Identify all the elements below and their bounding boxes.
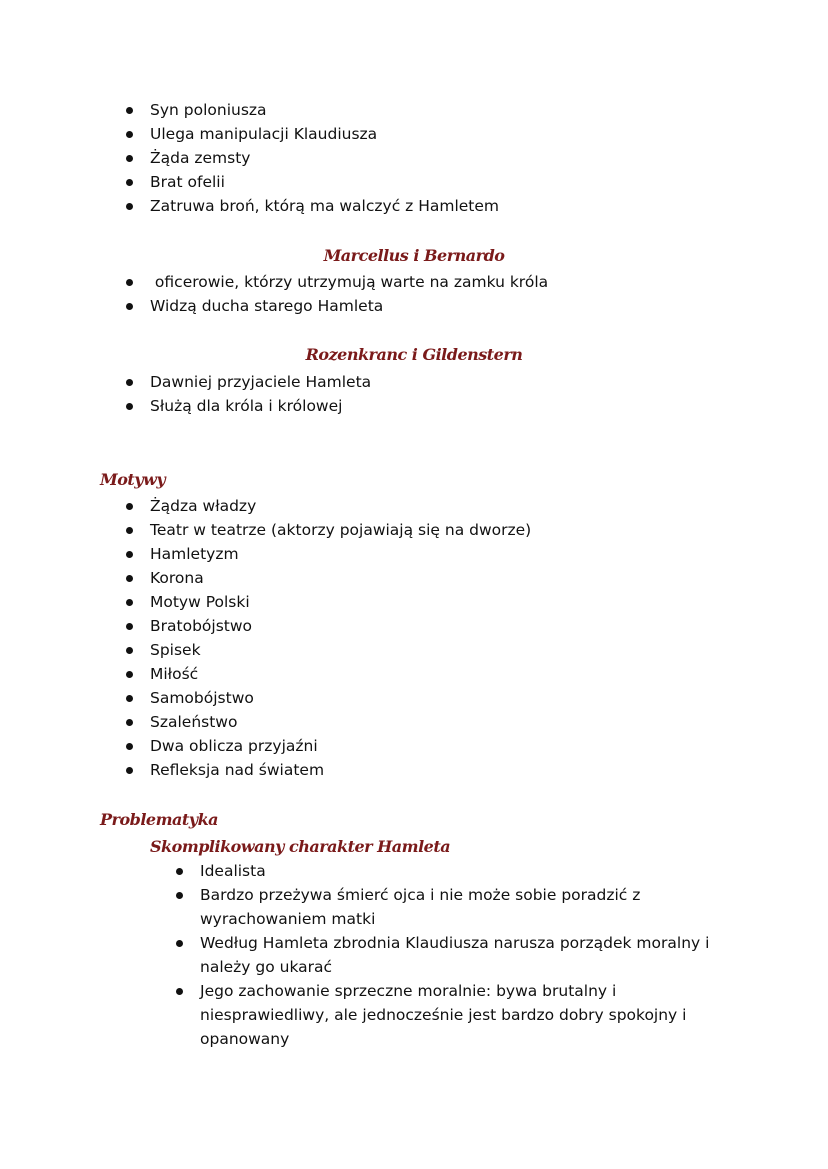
list-item bbox=[0, 566, 828, 590]
item-text: Bardzo przeżywa śmierć ojca i nie może sobie poradzić z wyrachowaniem matki bbox=[200, 886, 641, 928]
item-text: Idealista bbox=[200, 862, 266, 880]
list-item bbox=[0, 590, 828, 614]
list-item bbox=[0, 686, 828, 710]
problematyka-section bbox=[0, 808, 828, 1051]
list-item bbox=[0, 638, 828, 662]
bullet-icon bbox=[126, 623, 133, 630]
item-text: Żąda zemsty bbox=[150, 149, 251, 167]
rozenkranc-section bbox=[0, 343, 828, 418]
list-item bbox=[0, 931, 730, 979]
list-item bbox=[0, 979, 730, 1051]
bullet-icon bbox=[126, 551, 133, 558]
item-text: Brat ofelii bbox=[150, 173, 225, 191]
list-item bbox=[0, 734, 828, 758]
list-item bbox=[0, 370, 828, 394]
bullet-icon bbox=[126, 767, 133, 774]
laertes-section bbox=[0, 98, 828, 218]
bullet-icon bbox=[126, 131, 133, 138]
section-heading: Problematyka bbox=[100, 810, 219, 829]
list-item bbox=[0, 614, 828, 638]
bullet-icon bbox=[126, 107, 133, 114]
bullet-icon bbox=[126, 303, 133, 310]
list-item bbox=[0, 122, 828, 146]
item-text: Dawniej przyjaciele Hamleta bbox=[150, 373, 372, 391]
item-text: Miłość bbox=[150, 665, 199, 683]
item-text: Motyw Polski bbox=[150, 593, 250, 611]
item-text: Hamletyzm bbox=[150, 545, 239, 563]
bullet-icon bbox=[126, 503, 133, 510]
item-text: Dwa oblicza przyjaźni bbox=[150, 737, 318, 755]
bullet-icon bbox=[176, 940, 183, 947]
item-text: Korona bbox=[150, 569, 204, 587]
bullet-icon bbox=[126, 279, 133, 286]
list-item bbox=[0, 270, 828, 294]
problematyka-list bbox=[0, 859, 828, 1051]
list-item bbox=[0, 194, 828, 218]
item-text: Spisek bbox=[150, 641, 201, 659]
list-item bbox=[0, 394, 828, 418]
list-item bbox=[0, 662, 828, 686]
motywy-section bbox=[0, 468, 828, 782]
item-text: Zatruwa broń, którą ma walczyć z Hamletem bbox=[150, 197, 500, 215]
item-text: Samobójstwo bbox=[150, 689, 254, 707]
marcellus-section bbox=[0, 244, 828, 318]
bullet-icon bbox=[176, 892, 183, 899]
section-heading: Rozenkranc i Gildenstern bbox=[305, 345, 523, 364]
item-text: Refleksja nad światem bbox=[150, 761, 325, 779]
list-item bbox=[0, 758, 828, 782]
bullet-icon bbox=[126, 155, 133, 162]
section-heading: Motywy bbox=[100, 470, 166, 489]
item-text: oficerowie, którzy utrzymują warte na zamku króla bbox=[150, 273, 549, 291]
bullet-icon bbox=[126, 743, 133, 750]
item-text: Żądza władzy bbox=[150, 497, 257, 515]
bullet-icon bbox=[126, 403, 133, 410]
list-item bbox=[0, 883, 730, 931]
item-text: Teatr w teatrze (aktorzy pojawiają się na dworze) bbox=[150, 521, 532, 539]
bullet-icon bbox=[126, 575, 133, 582]
list-item bbox=[0, 518, 828, 542]
item-text: Syn poloniusza bbox=[150, 101, 267, 119]
bullet-icon bbox=[176, 988, 183, 995]
bullet-icon bbox=[176, 868, 183, 875]
motywy-list bbox=[0, 494, 828, 782]
list-item bbox=[0, 710, 828, 734]
list-item bbox=[0, 170, 828, 194]
item-text: Ulega manipulacji Klaudiusza bbox=[150, 125, 378, 143]
item-text: Bratobójstwo bbox=[150, 617, 253, 635]
item-text: Według Hamleta zbrodnia Klaudiusza narusza porządek moralny i należy go ukarać bbox=[200, 934, 710, 976]
list-item bbox=[0, 98, 828, 122]
bullet-icon bbox=[126, 179, 133, 186]
bullet-icon bbox=[126, 379, 133, 386]
list-item bbox=[0, 542, 828, 566]
item-text: Jego zachowanie sprzeczne moralnie: bywa brutalny i niesprawiedliwy, ale jednocześnie jest bardzo dobry spokojny i opanowany bbox=[200, 982, 687, 1048]
laertes-list bbox=[0, 98, 828, 218]
bullet-icon bbox=[126, 203, 133, 210]
bullet-icon bbox=[126, 599, 133, 606]
bullet-icon bbox=[126, 719, 133, 726]
section-heading: Marcellus i Bernardo bbox=[323, 246, 505, 265]
item-text: Widzą ducha starego Hamleta bbox=[150, 297, 384, 315]
list-item bbox=[0, 859, 730, 883]
list-item bbox=[0, 494, 828, 518]
list-item bbox=[0, 294, 828, 318]
item-text: Szaleństwo bbox=[150, 713, 238, 731]
bullet-icon bbox=[126, 647, 133, 654]
subsection-heading: Skomplikowany charakter Hamleta bbox=[150, 837, 451, 856]
bullet-icon bbox=[126, 695, 133, 702]
list-item bbox=[0, 146, 828, 170]
item-text: Służą dla króla i królowej bbox=[150, 397, 343, 415]
bullet-icon bbox=[126, 527, 133, 534]
bullet-icon bbox=[126, 671, 133, 678]
